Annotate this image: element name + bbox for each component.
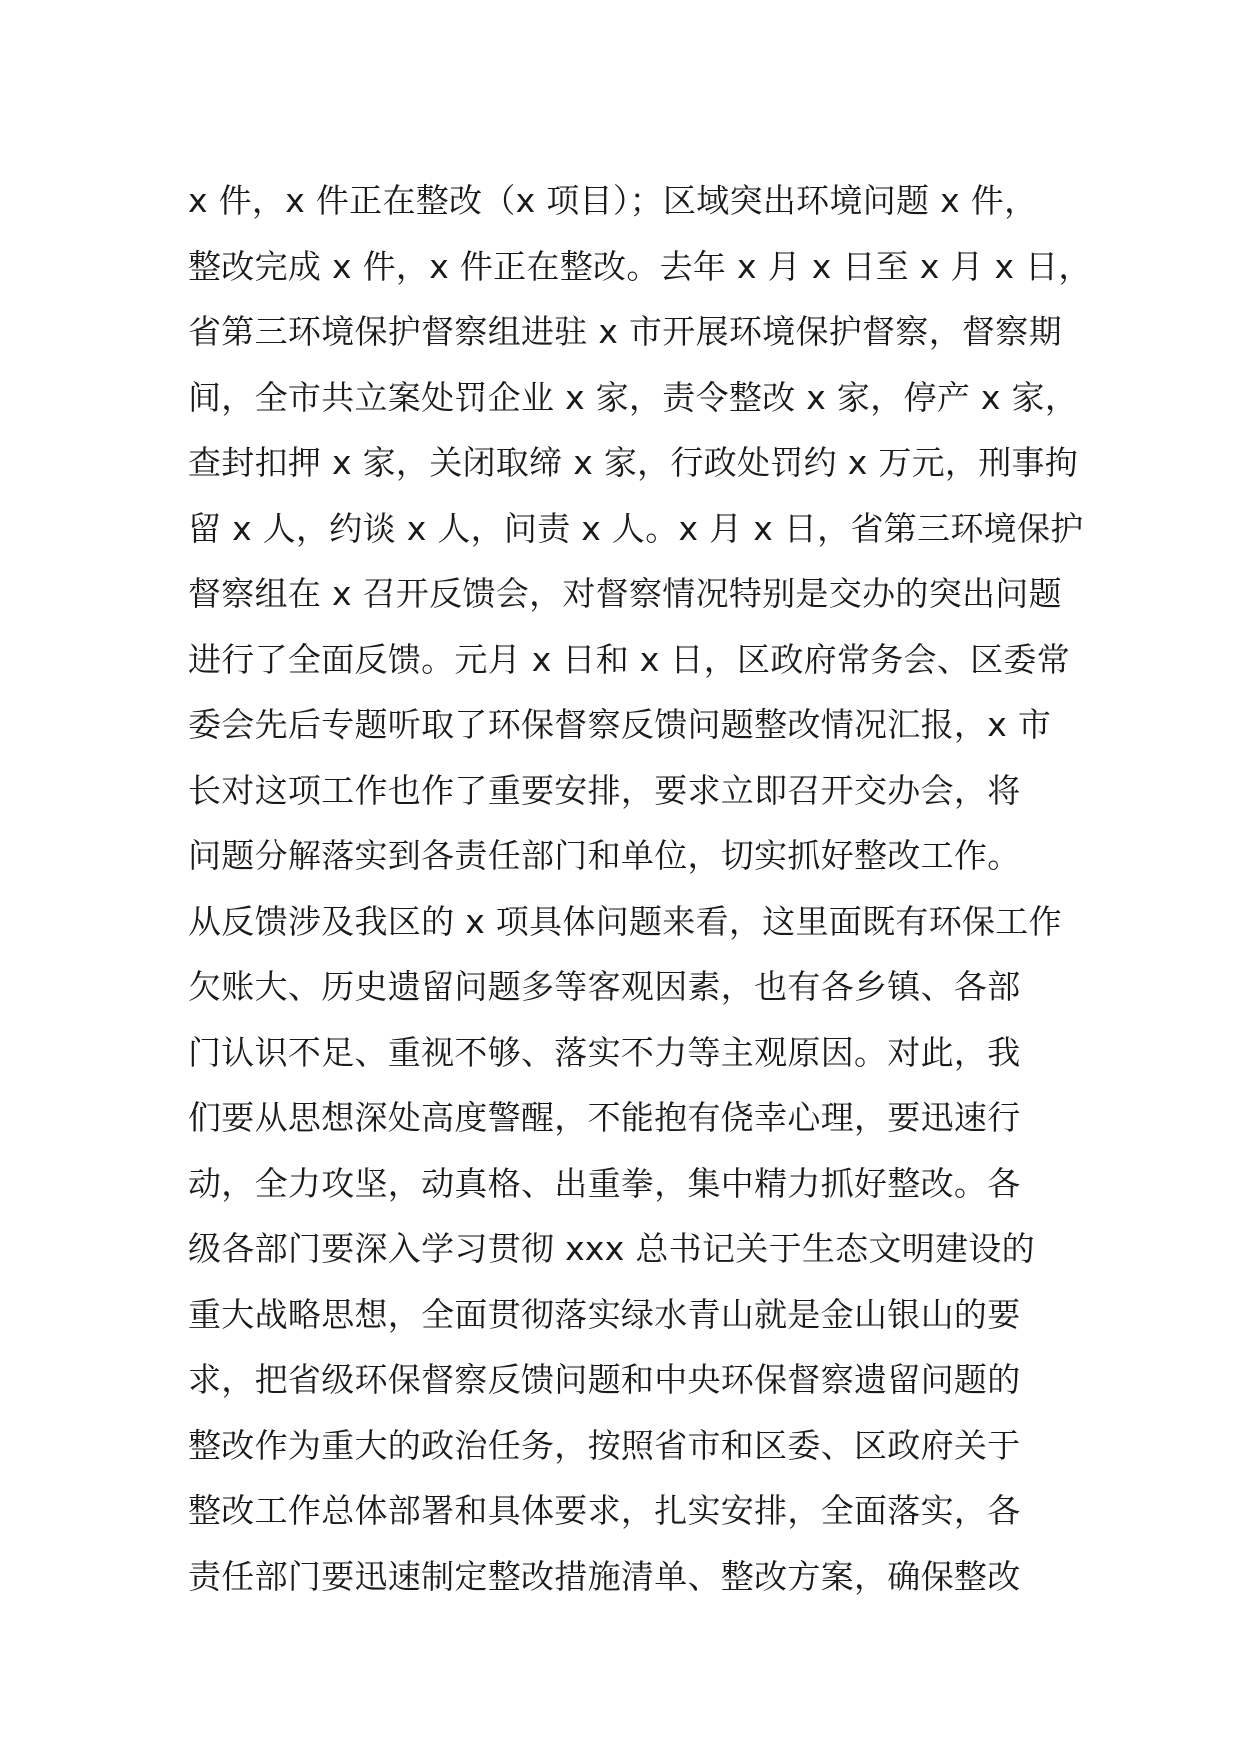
- text-line: 门认识不足、重视不够、落实不力等主观原因。对此，我: [188, 1032, 1021, 1072]
- text-line: 从反馈涉及我区的 x 项具体问题来看，这里面既有环保工作: [188, 901, 1062, 941]
- text-line: 级各部门要深入学习贯彻 xxx 总书记关于生态文明建设的: [188, 1229, 1035, 1268]
- text-line: 间，全市共立案处罚企业 x 家，责令整改 x 家，停产 x 家，: [188, 377, 1079, 417]
- text-line: 重大战略思想，全面贯彻落实绿水青山就是金山银山的要: [188, 1294, 1021, 1334]
- text-line: 欠账大、历史遗留问题多等客观因素，也有各乡镇、各部: [188, 967, 1021, 1006]
- text-line: 整改完成 x 件，x 件正在整改。去年 x 月 x 日至 x 月 x 日，: [188, 246, 1092, 286]
- text-line: 省第三环境保护督察组进驻 x 市开展环境保护督察，督察期: [188, 312, 1062, 351]
- text-line: 动，全力攻坚，动真格、出重拳，集中精力抓好整改。各: [188, 1163, 1021, 1203]
- text-line: 责任部门要迅速制定整改措施清单、整改方案，确保整改: [188, 1556, 1021, 1596]
- text-line: 督察组在 x 召开反馈会，对督察情况特别是交办的突出问题: [188, 574, 1062, 613]
- text-line: 整改工作总体部署和具体要求，扎实安排，全面落实，各: [188, 1491, 1021, 1530]
- body-text: [188, 168, 1092, 1609]
- text-line: x 件，x 件正在整改（x 项目）；区域突出环境问题 x 件，: [188, 181, 1038, 220]
- text-line: 们要从思想深处高度警醒，不能抱有侥幸心理，要迅速行: [188, 1098, 1021, 1137]
- text-line: 查封扣押 x 家，关闭取缔 x 家，行政处罚约 x 万元，刑事拘: [188, 443, 1079, 482]
- text-line: 问题分解落实到各责任部门和单位，切实抓好整改工作。: [188, 836, 1021, 875]
- text-line: 留 x 人，约谈 x 人，问责 x 人。x 月 x 日，省第三环境保护: [188, 508, 1084, 548]
- text-line: 整改作为重大的政治任务，按照省市和区委、区政府关于: [188, 1425, 1021, 1465]
- text-line: 委会先后专题听取了环保督察反馈问题整改情况汇报，x 市: [188, 705, 1052, 744]
- text-line: 长对这项工作也作了重要安排，要求立即召开交办会，将: [188, 770, 1021, 810]
- text-line: 进行了全面反馈。元月 x 日和 x 日，区政府常务会、区委常: [188, 639, 1071, 679]
- text-line: 求，把省级环保督察反馈问题和中央环保督察遗留问题的: [188, 1360, 1021, 1399]
